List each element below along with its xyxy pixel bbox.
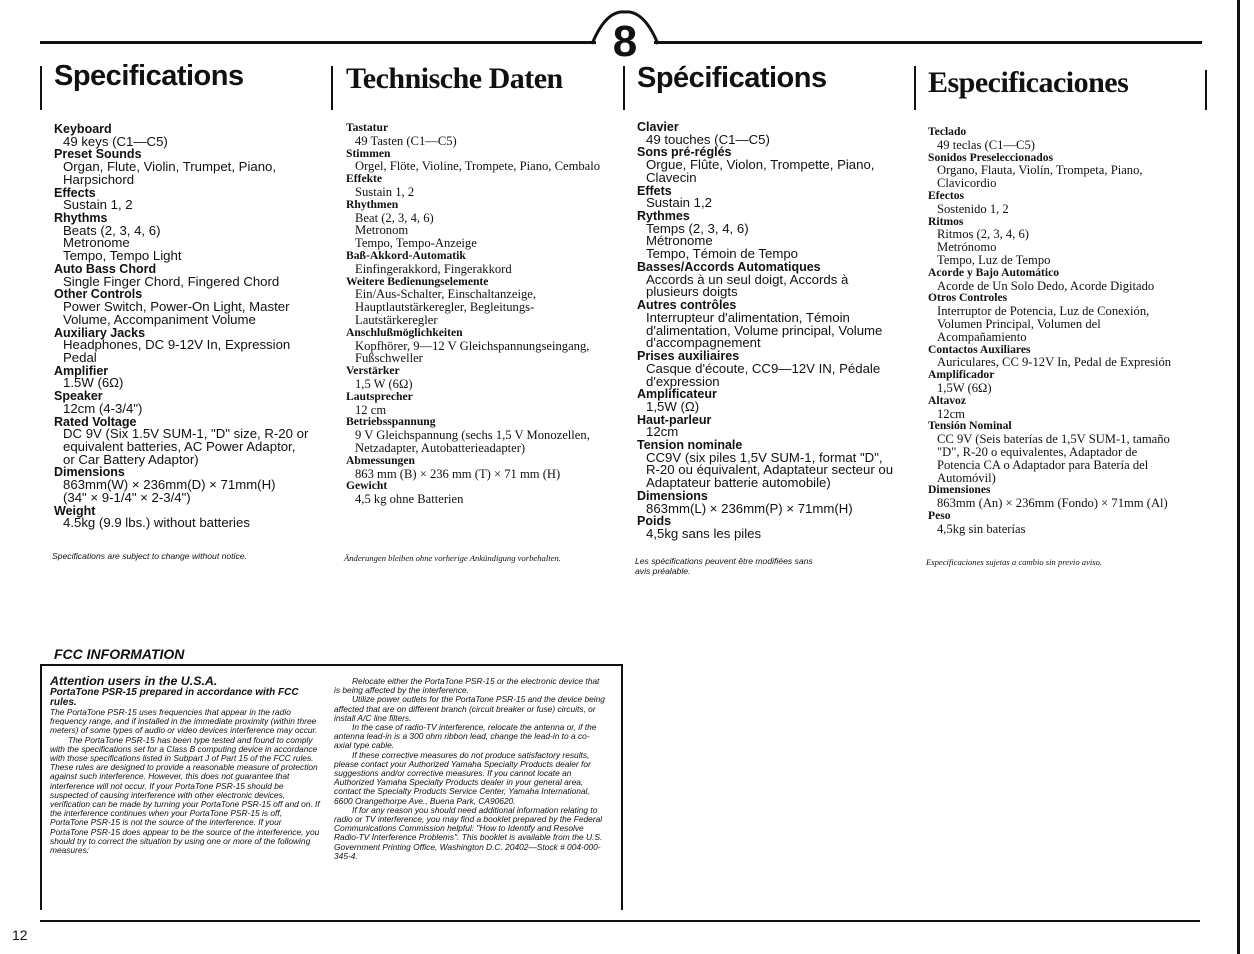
spec-item xyxy=(928,267,1200,293)
spec-item xyxy=(54,288,324,326)
spec-item xyxy=(637,388,909,413)
spec-item xyxy=(928,152,1200,190)
spec-value: 49 touches (C1—C5) xyxy=(646,131,770,147)
fcc-title: FCC INFORMATION xyxy=(54,646,185,662)
spec-value: Beats (2, 3, 4, 6) xyxy=(63,222,161,238)
spec-label: Weight xyxy=(54,503,96,518)
spec-item xyxy=(54,123,324,148)
spec-note xyxy=(926,558,1198,568)
spec-item xyxy=(928,420,1200,484)
spec-value: Metrónomo xyxy=(937,240,997,255)
spec-value: d'alimentation, Volume principal, Volume xyxy=(646,322,883,338)
spec-item xyxy=(637,210,909,261)
spec-value: 863mm(W) × 236mm(D) × 71mm(H) xyxy=(63,477,276,493)
spec-item xyxy=(54,187,324,212)
spec-value: 1,5W (6Ω) xyxy=(937,380,992,395)
spec-value: 4,5kg sans les piles xyxy=(646,526,762,542)
spec-value: Single Finger Chord, Fingered Chord xyxy=(63,273,280,289)
spec-label: Gewicht xyxy=(346,479,388,493)
spec-item xyxy=(54,416,324,467)
spec-label: Otros Controles xyxy=(928,291,1008,305)
fcc-subheading: PortaTone PSR-15 prepared in accordance with FCC rules. xyxy=(50,687,299,708)
spec-label: Amplificador xyxy=(928,368,995,382)
spec-item xyxy=(637,185,909,210)
spec-label: Rhythms xyxy=(54,210,108,225)
fcc-heading: Attention users in the U.S.A. xyxy=(50,674,218,688)
spec-label: Auxiliary Jacks xyxy=(54,325,146,340)
spec-value: CC9V (six piles 1,5V SUM-1, format "D", xyxy=(646,449,883,465)
spec-item xyxy=(54,390,324,415)
spec-column-french xyxy=(637,62,909,541)
spec-value: 863 mm (B) × 236 mm (T) × 71 mm (H) xyxy=(355,466,561,481)
spec-value: 4.5kg (9.9 lbs.) without batteries xyxy=(63,515,250,531)
spec-label: Verstärker xyxy=(346,364,400,378)
spec-value: Ein/Aus-Schalter, Einschaltanzeige, xyxy=(355,287,536,302)
spec-value: Ritmos (2, 3, 4, 6) xyxy=(937,227,1030,242)
fcc-paragraph: The PortaTone PSR-15 has been type tested and found to comply with the specifications set for a Class B computing device in accordance with those specifications listed in Subpart J of Part 15 of the FCC rules. These rules are designed to provide a reasonable measure of protection against such interference. However, this does not guarantee that interference will not occur. If your PortaTone PSR-15 should be suspected of causing interference with other electronic devices, verification can be made by turning your PortaTone PSR-15 off and on. If the interference continues when your PortaTone PSR-15 is off, PortaTone PSR-15 is not the source of the interference. If your PortaTone PSR-15 does appear to be the source of the interference, you should try to correct the situation by using one or more of the following measures: xyxy=(50,734,320,856)
header-rule-left xyxy=(40,41,596,44)
fcc-box-left xyxy=(40,664,42,910)
spec-value: Clavecin xyxy=(646,169,697,185)
spec-value: Sustain 1,2 xyxy=(646,195,712,211)
spec-label: Auto Bass Chord xyxy=(54,261,157,276)
spec-label: Anschlußmöglichkeiten xyxy=(346,325,463,339)
spec-value: R-20 ou équivalent, Adaptateur secteur ou xyxy=(646,462,894,478)
spec-note xyxy=(344,554,616,564)
spec-value: Orgel, Flöte, Violine, Trompete, Piano, Cembalo xyxy=(355,159,601,174)
spec-value: Tempo, Tempo-Anzeige xyxy=(355,236,477,251)
spec-column-spanish xyxy=(928,66,1200,536)
spec-item xyxy=(346,250,618,276)
spec-value: Sostenido 1, 2 xyxy=(937,201,1009,216)
spec-label: Dimensions xyxy=(637,489,708,504)
fcc-paragraph: If for any reason you should need additional information relating to radio or TV interference, you may find a booklet prepared by the Federal Communications Commission helpful: "How to Identify and Resolve Radio-TV Interference Problems". This booklet is available from the U.S. Government Printing Office, Washington D.C. 20402—Stock # 004-000-345-4. xyxy=(334,804,603,861)
chapter-number: 8 xyxy=(612,17,638,60)
spec-value: Métronome xyxy=(646,233,713,249)
spec-value: Clavicordio xyxy=(937,176,997,191)
spec-value: Lautstärkeregler xyxy=(355,312,438,327)
spec-value: equivalent batteries, AC Power Adaptor, xyxy=(63,438,296,454)
spec-item xyxy=(928,216,1200,267)
spec-value: Hauptlautstärkeregler, Begleitungs- xyxy=(355,300,535,315)
spec-value: Acompañamiento xyxy=(937,329,1027,344)
spec-label: Altavoz xyxy=(928,393,966,407)
fcc-right-column xyxy=(334,677,606,861)
spec-label: Rhythmen xyxy=(346,197,399,211)
spec-value: Kopfhörer, 9—12 V Gleichspannungseingang, xyxy=(355,338,590,353)
spec-item xyxy=(346,122,618,148)
spec-item xyxy=(928,344,1200,370)
spec-value: Interrupteur d'alimentation, Témoin xyxy=(646,309,850,325)
page-edge-right xyxy=(1205,70,1207,110)
spec-item xyxy=(346,455,618,481)
spec-value: Beat (2, 3, 4, 6) xyxy=(355,210,434,225)
spec-item xyxy=(637,121,909,146)
spec-list xyxy=(637,121,909,541)
spec-value: Tempo, Témoin de Tempo xyxy=(646,246,798,262)
fcc-left-column xyxy=(50,674,322,855)
spec-value: Tempo, Tempo Light xyxy=(63,248,182,264)
spec-item xyxy=(637,299,909,350)
spec-note-line: Specifications are subject to change without notice. xyxy=(52,551,247,561)
chapter-badge xyxy=(588,8,662,60)
spec-note-line: Les spécifications peuvent être modifiées sans xyxy=(635,556,813,566)
column-title: Specifications xyxy=(54,60,244,92)
spec-label: Teclado xyxy=(928,125,967,138)
fcc-paragraph: Relocate either the PortaTone PSR-15 or the electronic device that is being affected by the interference. xyxy=(334,676,600,696)
spec-label: Baß-Akkord-Automatik xyxy=(346,248,466,262)
spec-label: Dimensions xyxy=(54,465,125,480)
column-title: Technische Daten xyxy=(346,62,563,95)
spec-item xyxy=(346,173,618,199)
fcc-paragraph: In the case of radio-TV interference, relocate the antenna or, if the antenna lead-in is a 300 ohm ribbon lead, change the lead-in to a co-axial type cable. xyxy=(334,722,597,751)
spec-value: 12cm xyxy=(937,406,965,421)
spec-item xyxy=(54,263,324,288)
spec-item xyxy=(54,365,324,390)
spec-label: Basses/Accords Automatiques xyxy=(637,259,821,274)
spec-label: Sonidos Preseleccionados xyxy=(928,150,1054,164)
header-rule-right xyxy=(654,41,1202,44)
spec-item xyxy=(346,416,618,454)
spec-label: Amplificateur xyxy=(637,387,717,402)
spec-value: Automóvil) xyxy=(937,470,996,485)
spec-item xyxy=(54,327,324,365)
spec-list xyxy=(928,126,1200,536)
spec-note-line: Especificaciones sujetas a cambio sin previo aviso. xyxy=(926,557,1103,567)
spec-label: Autres contrôles xyxy=(637,298,737,313)
spec-label: Keyboard xyxy=(54,122,112,136)
spec-value: Sustain 1, 2 xyxy=(63,197,133,213)
spec-value: Netzadapter, Autobatterieadapter) xyxy=(355,440,526,455)
spec-value: Casque d'écoute, CC9—12V IN, Pédale xyxy=(646,360,881,376)
spec-label: Effets xyxy=(637,183,672,198)
spec-value: d'expression xyxy=(646,373,720,389)
spec-item xyxy=(637,350,909,388)
spec-item xyxy=(346,148,618,174)
spec-value: Organo, Flauta, Violín, Trompeta, Piano, xyxy=(937,163,1143,178)
spec-note-line: avis préalable. xyxy=(635,565,691,576)
spec-column-german xyxy=(346,62,618,506)
spec-value: 863mm(L) × 236mm(P) × 71mm(H) xyxy=(646,500,853,516)
spec-value: 12 cm xyxy=(355,402,387,417)
spec-item xyxy=(637,414,909,439)
spec-label: Contactos Auxiliares xyxy=(928,342,1031,356)
spec-value: Power Switch, Power-On Light, Master xyxy=(63,298,290,314)
spec-item xyxy=(54,148,324,186)
spec-value: Fußschweller xyxy=(355,351,423,366)
spec-value: 863mm (An) × 236mm (Fondo) × 71mm (Al) xyxy=(937,496,1168,511)
spec-note xyxy=(635,557,907,576)
spec-value: 4,5 kg ohne Batterien xyxy=(355,492,464,507)
spec-item xyxy=(637,146,909,184)
spec-value: d'accompagnement xyxy=(646,335,761,351)
spec-item xyxy=(637,439,909,490)
column-divider-2 xyxy=(331,66,333,110)
spec-list xyxy=(346,122,618,506)
spec-value: Accords à un seul doigt, Accords à xyxy=(646,271,849,287)
spec-label: Tensión Nominal xyxy=(928,419,1012,433)
spec-item xyxy=(637,490,909,515)
spec-item xyxy=(928,484,1200,510)
spec-value: 9 V Gleichspannung (sechs 1,5 V Monozellen, xyxy=(355,428,590,443)
column-title: Spécifications xyxy=(637,62,827,94)
column-title: Especificaciones xyxy=(928,66,1129,99)
page-number: 12 xyxy=(12,927,28,943)
spec-label: Effects xyxy=(54,185,96,200)
spec-label: Peso xyxy=(928,508,951,522)
spec-value: 12cm xyxy=(646,424,679,440)
spec-value: 49 teclas (C1—C5) xyxy=(937,137,1035,152)
spec-item xyxy=(346,480,618,506)
fcc-paragraph: Utilize power outlets for the PortaTone PSR-15 and the device being affected that are on different branch (circuit breaker or fuse) circuits, or install A/C line filters. xyxy=(334,694,605,723)
fcc-paragraph: If these corrective measures do not produce satisfactory results, please contact your Authorized Yamaha Specialty Products dealer for suggestions and/or corrective measures. If you cannot locate an Authorized Yamaha Specialty Products dealer in your general area, contact the Specialty Products Service Center, Yamaha International, 6600 Orangethorpe Ave., Buena Park, CA90620. xyxy=(334,749,591,806)
fcc-box-right xyxy=(621,664,623,910)
spec-value: Volume, Accompaniment Volume xyxy=(63,311,256,327)
spec-label: Ritmos xyxy=(928,214,964,228)
spec-value: Pedal xyxy=(63,349,97,365)
spec-value: Auriculares, CC 9-12V In, Pedal de Expresión xyxy=(937,355,1172,370)
spec-item xyxy=(54,505,324,530)
spec-item xyxy=(346,365,618,391)
spec-value: Organ, Flute, Violin, Trumpet, Piano, xyxy=(63,158,277,174)
page-gutter-right xyxy=(1237,0,1240,954)
footer-rule xyxy=(40,920,1200,922)
spec-item xyxy=(637,261,909,299)
spec-value: 1.5W (6Ω) xyxy=(63,375,124,391)
spec-value: Adaptateur batterie automobile) xyxy=(646,475,831,491)
spec-value: (34" × 9-1/4" × 2-3/4") xyxy=(63,489,191,505)
spec-label: Acorde y Bajo Automático xyxy=(928,265,1060,279)
spec-value: 1,5W (Ω) xyxy=(646,398,700,414)
spec-label: Amplifier xyxy=(54,363,109,378)
spec-value: 49 keys (C1—C5) xyxy=(63,133,168,149)
spec-value: or Car Battery Adaptor) xyxy=(63,451,199,467)
spec-value: Sustain 1, 2 xyxy=(355,184,415,199)
spec-item xyxy=(928,292,1200,343)
spec-value: Headphones, DC 9-12V In, Expression xyxy=(63,337,291,353)
spec-value: 1,5 W (6Ω) xyxy=(355,376,413,391)
spec-list xyxy=(54,123,324,530)
column-divider-3 xyxy=(623,66,625,110)
spec-note-line: Änderungen bleiben ohne vorherige Ankündigung vorbehalten. xyxy=(344,553,561,563)
spec-item xyxy=(54,466,324,504)
spec-value: Potencia CA o Adaptador para Batería del xyxy=(937,457,1149,472)
spec-value: Interruptor de Potencia, Luz de Conexión, xyxy=(937,304,1150,319)
spec-item xyxy=(928,369,1200,395)
spec-value: "D", R-20 o equivalentes, Adaptador de xyxy=(937,444,1138,459)
spec-label: Other Controls xyxy=(54,287,143,302)
spec-label: Effekte xyxy=(346,172,383,186)
spec-label: Rated Voltage xyxy=(54,414,137,429)
spec-label: Abmessungen xyxy=(346,453,415,467)
spec-label: Efectos xyxy=(928,188,965,202)
spec-value: Tempo, Luz de Tempo xyxy=(937,252,1051,267)
spec-label: Weitere Bedienungselemente xyxy=(346,274,489,288)
spec-label: Dimensiones xyxy=(928,483,991,497)
spec-label: Sons pré-réglés xyxy=(637,145,732,160)
spec-column-english xyxy=(54,60,324,530)
fcc-paragraph: The PortaTone PSR-15 uses frequencies that appear in the radio frequency range, and if installed in the immediate proximity (within three meters) of some types of audio or video devices interference may occur. xyxy=(50,707,318,736)
spec-item xyxy=(346,199,618,250)
spec-value: Acorde de Un Solo Dedo, Acorde Digitado xyxy=(937,278,1155,293)
spec-value: DC 9V (Six 1.5V SUM-1, "D" size, R-20 or xyxy=(63,426,309,442)
fcc-box-top xyxy=(40,664,622,666)
spec-label: Speaker xyxy=(54,389,103,404)
spec-item xyxy=(928,126,1200,152)
spec-label: Poids xyxy=(637,514,672,529)
spec-value: 12cm (4-3/4") xyxy=(63,400,143,416)
spec-note xyxy=(52,552,322,562)
spec-item xyxy=(54,212,324,263)
column-divider-1 xyxy=(40,66,42,110)
spec-label: Tastatur xyxy=(346,121,389,134)
spec-label: Lautsprecher xyxy=(346,389,413,403)
spec-item xyxy=(928,395,1200,421)
spec-value: Metronome xyxy=(63,235,130,251)
spec-value: 49 Tasten (C1—C5) xyxy=(355,133,457,148)
spec-item xyxy=(928,510,1200,536)
spec-value: Harpsichord xyxy=(63,171,135,187)
spec-label: Rythmes xyxy=(637,208,690,223)
spec-label: Prises auxiliaires xyxy=(637,349,740,364)
spec-value: Einfingerakkord, Fingerakkord xyxy=(355,261,512,276)
spec-label: Preset Sounds xyxy=(54,147,142,162)
spec-value: plusieurs doigts xyxy=(646,284,738,300)
spec-item xyxy=(346,327,618,365)
spec-value: Volumen Principal, Volumen del xyxy=(937,316,1101,331)
spec-label: Betriebsspannung xyxy=(346,415,436,429)
spec-label: Haut-parleur xyxy=(637,412,712,427)
spec-item xyxy=(637,515,909,540)
spec-value: CC 9V (Seis baterías de 1,5V SUM-1, tamaño xyxy=(937,432,1170,447)
column-divider-4 xyxy=(914,66,916,110)
spec-value: Orgue, Flûte, Violon, Trompette, Piano, xyxy=(646,156,875,172)
spec-label: Tension nominale xyxy=(637,438,743,453)
spec-value: Temps (2, 3, 4, 6) xyxy=(646,220,749,236)
spec-item xyxy=(346,391,618,417)
spec-label: Stimmen xyxy=(346,146,391,160)
spec-item xyxy=(928,190,1200,216)
spec-label: Clavier xyxy=(637,120,679,134)
spec-value: Metronom xyxy=(355,223,409,238)
spec-item xyxy=(346,276,618,327)
spec-value: 4,5kg sin baterías xyxy=(937,521,1026,536)
